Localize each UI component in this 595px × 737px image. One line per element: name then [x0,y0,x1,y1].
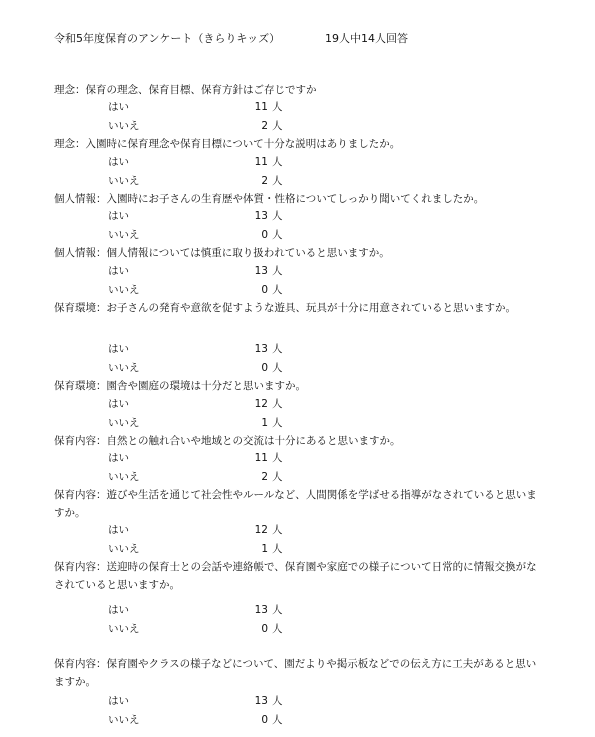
question-text: 理念：保育の理念、保育目標、保育方針はご存じですか [54,84,317,96]
answer-unit: 人 [272,543,283,555]
answer-count-yes: 13 [254,695,268,707]
answer-unit: 人 [272,452,283,464]
question-text: 保育環境：お子さんの発育や意欲を促すような遊具、玩具が十分に用意されていると思いますか。 [54,302,516,314]
answer-label-yes: はい [108,695,129,707]
answer-label-no: いいえ [108,120,140,132]
answer-count-yes: 12 [254,524,268,536]
answer-count-no: 0 [261,623,268,635]
answer-unit: 人 [272,695,283,707]
answer-count-yes: 13 [254,343,268,355]
answer-label-no: いいえ [108,623,140,635]
answer-unit: 人 [272,362,283,374]
answer-label-no: いいえ [108,229,140,241]
answer-label-no: いいえ [108,362,140,374]
answer-unit: 人 [272,101,283,113]
answer-unit: 人 [272,417,283,429]
answer-label-yes: はい [108,343,129,355]
survey-header [54,30,574,44]
question-text: 保育内容：保育園やクラスの様子などについて、園だよりや掲示板などでの伝え方に工夫があると思いますか。 [54,658,537,688]
answer-count-no: 0 [261,229,268,241]
question-text: 個人情報：入園時にお子さんの生育歴や体質・性格についてしっかり聞いてくれましたか。 [54,193,485,205]
question-text: 保育内容：送迎時の保育士との会話や連絡帳で、保育園や家庭での様子について日常的に情報交換がなされていると思いますか。 [54,561,537,591]
answer-count-yes: 11 [254,101,268,113]
answer-label-yes: はい [108,156,129,168]
answer-label-yes: はい [108,398,129,410]
answer-count-yes: 13 [254,604,268,616]
survey-title: 令和5年度保育のアンケート（きらりキッズ） [54,32,281,45]
answer-label-no: いいえ [108,417,140,429]
answer-unit: 人 [272,175,283,187]
answer-unit: 人 [272,714,283,726]
answer-count-no: 1 [261,543,268,555]
question-text: 保育内容：自然との触れ合いや地域との交流は十分にあると思いますか。 [54,435,401,447]
answer-unit: 人 [272,229,283,241]
answer-count-no: 0 [261,714,268,726]
answer-count-yes: 11 [254,452,268,464]
question-text: 保育内容：遊びや生活を通じて社会性やルールなど、人間関係を学ばせる指導がなされていると思いますか。 [54,489,537,519]
answer-count-yes: 11 [254,156,268,168]
answer-count-no: 2 [261,120,268,132]
question-text: 理念：入園時に保育理念や保育目標について十分な説明はありましたか。 [54,138,401,150]
answer-count-yes: 13 [254,210,268,222]
answer-label-no: いいえ [108,284,140,296]
answer-count-yes: 13 [254,265,268,277]
answer-unit: 人 [272,265,283,277]
answer-label-yes: はい [108,452,129,464]
answer-count-no: 1 [261,417,268,429]
answer-count-no: 2 [261,471,268,483]
answer-unit: 人 [272,623,283,635]
answer-unit: 人 [272,284,283,296]
answer-label-no: いいえ [108,714,140,726]
answer-count-no: 0 [261,362,268,374]
answer-unit: 人 [272,398,283,410]
answer-label-no: いいえ [108,543,140,555]
answer-label-yes: はい [108,210,129,222]
answer-count-yes: 12 [254,398,268,410]
answer-label-yes: はい [108,265,129,277]
respondent-count: 19人中14人回答 [325,32,408,45]
answer-unit: 人 [272,524,283,536]
answer-label-no: いいえ [108,471,140,483]
answer-unit: 人 [272,343,283,355]
answer-unit: 人 [272,156,283,168]
answer-label-yes: はい [108,101,129,113]
answer-label-yes: はい [108,604,129,616]
answer-label-yes: はい [108,524,129,536]
answer-count-no: 0 [261,284,268,296]
answer-label-no: いいえ [108,175,140,187]
answer-unit: 人 [272,604,283,616]
answer-unit: 人 [272,210,283,222]
answer-count-no: 2 [261,175,268,187]
question-text: 保育環境：園舎や園庭の環境は十分だと思いますか。 [54,380,306,392]
question-text: 個人情報：個人情報については慎重に取り扱われていると思いますか。 [54,247,390,259]
answer-unit: 人 [272,120,283,132]
answer-unit: 人 [272,471,283,483]
